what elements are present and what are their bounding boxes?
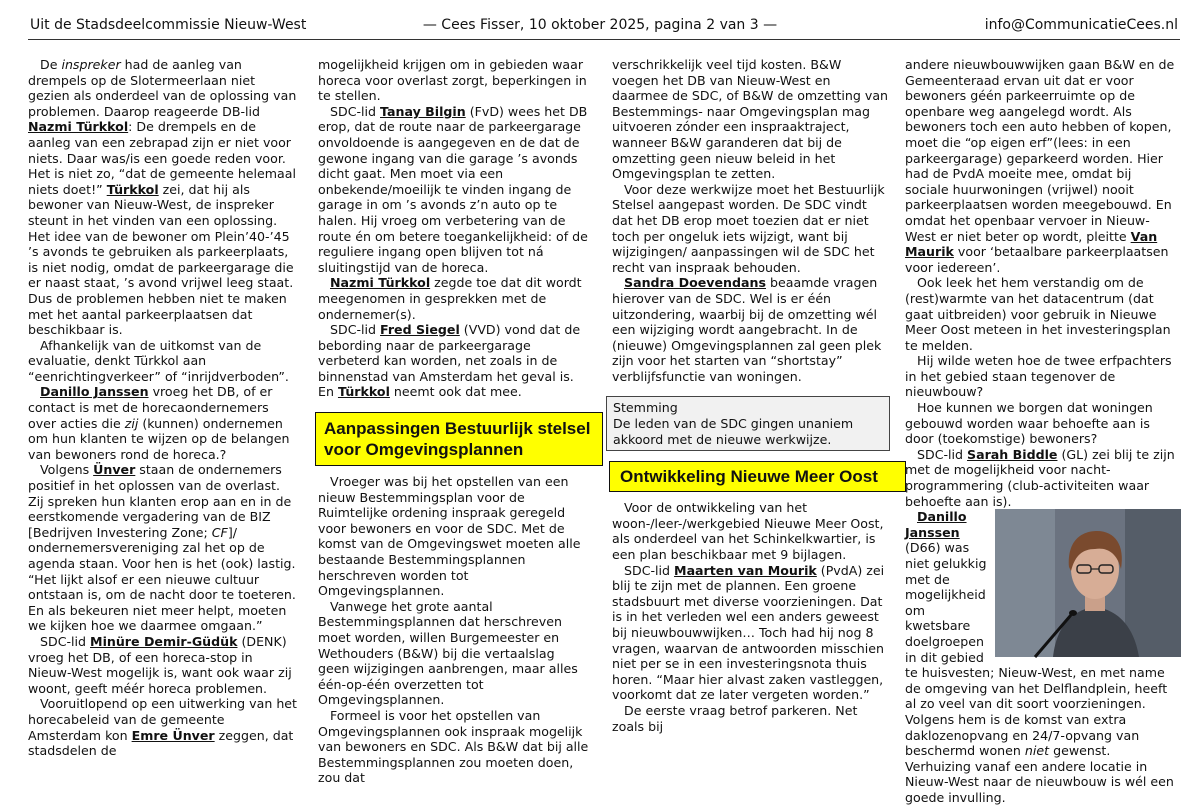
header-center: — Cees Fisser, 10 oktober 2025, pagina 2 van 3 — bbox=[422, 17, 778, 33]
section-heading-nieuwe-meer-oost: Ontwikkeling Nieuwe Meer Oost bbox=[609, 461, 906, 492]
paragraph: Vanwege het grote aantal Bestemmingsplannen dat herschreven moet worden, willen Burgemeester en Wethouders (B&W) bij die vertaalslag geen wijzigingen aanbrengen, maar alles één-op-één overzetten tot Omgevingsplannen. bbox=[318, 598, 578, 708]
paragraph: Volgens Ünver staan de ondernemers positief in het oplossen van de overlast. Zij spreken hun klanten erop aan en in de eerstkomende vergadering van de BIZ [Bedrijven Investering Zone; CF]/ ondernemersvereniging zal het op de agenda staan. Voor hen is het (ook) lastig. “Het lijkt alsof er een nieuwe cultuur ontstaan is, om de nacht door te toeteren. En als bekeuren niet meer helpt, moeten we kijken hoe we daarmee omgaan.” bbox=[28, 462, 296, 634]
paragraph: SDC-lid Fred Siegel (VVD) vond dat de bebording naar de parkeergarage verbeterd kan worden, net zoals in de binnenstad van Amsterdam het geval is. En Türkkol neemt ook dat mee. bbox=[318, 322, 581, 400]
stemming-text: De leden van de SDC gingen unaniem akkoord met de nieuwe werkwijze. bbox=[613, 416, 854, 447]
column-1 bbox=[28, 57, 299, 759]
header-email[interactable]: info@CommunicatieCees.nl bbox=[984, 17, 1178, 33]
paragraph: mogelijkheid krijgen om in gebieden waar horeca voor overlast zorgt, beperkingen in te stellen. bbox=[318, 57, 587, 104]
portrait-illustration bbox=[995, 509, 1181, 657]
paragraph: Afhankelijk van de uitkomst van de evaluatie, denkt Türkkol aan “eenrichtingverkeer” of “inrijdverboden”. bbox=[28, 337, 289, 384]
paragraph: SDC-lid Tanay Bilgin (FvD) wees het DB erop, dat de route naar de parkeergarage onvoldoende is aangegeven en de dat de gewone ingang van die garage ’s avonds dicht gaat. Men moet via een onbekende/moeilijk te vinden ingang de garage in om ’s avonds z’n auto op te halen. Hij vroeg om verbetering van de route én om betere toegankelijkheid: of de reguliere ingang open blijven tot ná sluitingstijd van de horeca. bbox=[318, 103, 588, 275]
paragraph: Ook leek het hem verstandig om de (rest)warmte van het datacentrum (dat gaat uitbreiden) voor gebruik in Nieuwe Meer Oost meteen in het investeringsplan te melden. bbox=[905, 275, 1171, 353]
column-4 bbox=[905, 57, 1177, 805]
paragraph: De eerste vraag betrof parkeren. Net zoals bij bbox=[612, 702, 858, 734]
stemming-box bbox=[606, 396, 890, 451]
paragraph: SDC-lid Sarah Biddle (GL) zei blij te zijn met de mogelijkheid voor nacht-programmering (club-activiteiten waar behoefte aan is). bbox=[905, 446, 1175, 509]
column-3 bbox=[612, 57, 890, 734]
photo-sarah-biddle bbox=[995, 509, 1181, 657]
paragraph: De inspreker had de aanleg van drempels op de Slotermeerlaan niet gezien als onderdeel van de oplossing van problemen. Daarop reageerde DB-lid Nazmi Türkkol: De drempels en de aanleg van een zebrapad zijn er niet voor niets. Daar was/is een goede reden voor. Het is niet zo, “dat de gemeente helemaal niets doet!” Türkkol zei, dat hij als bewoner van Nieuw-West, de inspreker steunt in het vinden van een oplossing. Het idee van de bewoner om Plein’40-’45 ’s avonds te gebruiken als parkeerplaats, is niet nodig, omdat de parkeergarage die er naast staat, ’s avond vrijwel leeg staat. Dus de problemen hebben niet te maken met het aantal parkeerplaatsen dat beschikbaar is. bbox=[28, 57, 297, 338]
paragraph: SDC-lid Maarten van Mourik (PvdA) zei blij te zijn met de plannen. Een groene stadsbuurt met diverse voorzieningen. Dat is in het verleden wel een anders geweest bij nieuwbouwwijken… Toch had hij nog 8 vragen, waarvan de antwoorden misschien niet per se in een investeringsnota thuis horen. “Maar hier alvast zaken vastleggen, voorkomt dat ze later vergeten worden.” bbox=[612, 562, 885, 703]
header-left: Uit de Stadsdeelcommissie Nieuw-West bbox=[30, 17, 307, 33]
paragraph: Sandra Doevendans beaamde vragen hierover van de SDC. Wel is er één uitzondering, waarbij bij de omzetting wél een wijziging wordt aangebracht. In de (nieuwe) Omgevingsplannen zal geen plek zijn voor het starten van “shortstay” verblijfsfunctie van woningen. bbox=[612, 275, 882, 384]
paragraph: Hoe kunnen we borgen dat woningen gebouwd worden waar behoefte aan is door (toekomstige) bewoners? bbox=[905, 400, 1153, 447]
section-heading-bestuurlijk-stelsel: Aanpassingen Bestuurlijk stelsel voor Omgevingsplannen bbox=[315, 412, 603, 466]
paragraph: Vooruitlopend op een uitwerking van het horecabeleid van de gemeente Amsterdam kon Emre Ünver zeggen, dat stadsdelen de bbox=[28, 696, 297, 759]
paragraph: Vroeger was bij het opstellen van een nieuw Bestemmingsplan voor de Ruimtelijke ordening inspraak geregeld voor bewoners en voor de SDC. Met de komst van de Omgevingswet moeten alle bestaande Bestemmingsplannen herschreven worden tot Omgevingsplannen. bbox=[318, 474, 581, 599]
paragraph: Voor de ontwikkeling van het woon-/leer-/werkgebied Nieuwe Meer Oost, als onderdeel van het Schinkelkwartier, is een plan beschikbaar met 9 bijlagen. bbox=[612, 500, 884, 563]
paragraph: verschrikkelijk veel tijd kosten. B&W voegen het DB van Nieuw-West en daarmee de SDC, of B&W de omzetting van Bestemmings- naar Omgevingsplan mag uitvoeren zónder een inspraaktraject, wanneer B&W garanderen dat bij de omzetting geen nieuw beleid in het Omgevingsplan te zetten. bbox=[612, 57, 889, 182]
stemming-title: Stemming bbox=[613, 400, 678, 416]
paragraph: Hij wilde weten hoe de twee erfpachters in het gebied staan tegenover de nieuwbouw? bbox=[905, 353, 1172, 400]
page-header bbox=[0, 0, 1200, 40]
paragraph: SDC-lid Minüre Demir-Güdük (DENK) vroeg het DB, of een horeca-stop in Nieuw-West mogelijk is, want ook waar zij woont, geeft méér horeca problemen. bbox=[28, 633, 292, 696]
column-2 bbox=[318, 57, 591, 786]
paragraph: Danillo Janssen (D66) was niet gelukkig met de mogelijkheid om kwetsbare doelgroepen in dit gebied te huisvesten; Nieuw-West, en met name de omgeving van het Delflandplein, heeft al zo veel van dit soort voorzieningen. Volgens hem is de komst van extra daklozenopvang en 24/7-opvang van beschermd wonen niet gewenst. Verhuizing vanaf een andere locatie in Nieuw-West naar de nieuwbouw is wél een goede invulling. bbox=[905, 509, 1174, 805]
header-divider bbox=[28, 39, 1180, 40]
paragraph: Nazmi Türkkol zegde toe dat dit wordt meegenomen in gesprekken met de ondernemer(s). bbox=[318, 275, 582, 322]
paragraph: Voor deze werkwijze moet het Bestuurlijk Stelsel aangepast worden. De SDC vindt dat het DB erop moet toezien dat er niet toch per ongeluk iets wijzigt, want bij wijzigingen/ aanpassingen wil de SDC het recht van inspraak behouden. bbox=[612, 181, 885, 275]
paragraph: Formeel is voor het opstellen van Omgevingsplannen ook inspraak mogelijk van bewoners en SDC. Als B&W dat bij alle Bestemmingsplannen zou moeten doen, zou dat bbox=[318, 707, 589, 786]
paragraph: Danillo Janssen vroeg het DB, of er contact is met de horecaondernemers over acties die zij (kunnen) ondernemen om hun klanten te wijzen op de belangen van bewoners rond de horeca.? bbox=[28, 384, 290, 462]
paragraph: andere nieuwbouwwijken gaan B&W en de Gemeenteraad ervan uit dat er voor bewoners géén parkeerruimte op de openbare weg aangelegd wordt. Als bewoners toch een auto hebben of kopen, moet die “op eigen erf”(lees: in een parkeergarage) geparkeerd worden. Hier had de PvdA moeite mee, omdat bij sociale huurwoningen (vrijwel) nooit parkeerplaatsen worden meegebouwd. En omdat het openbaar vervoer in Nieuw-West er niet beter op wordt, pleitte Van Maurik voor ‘betaalbare parkeerplaatsen voor iedereen’. bbox=[905, 57, 1175, 275]
